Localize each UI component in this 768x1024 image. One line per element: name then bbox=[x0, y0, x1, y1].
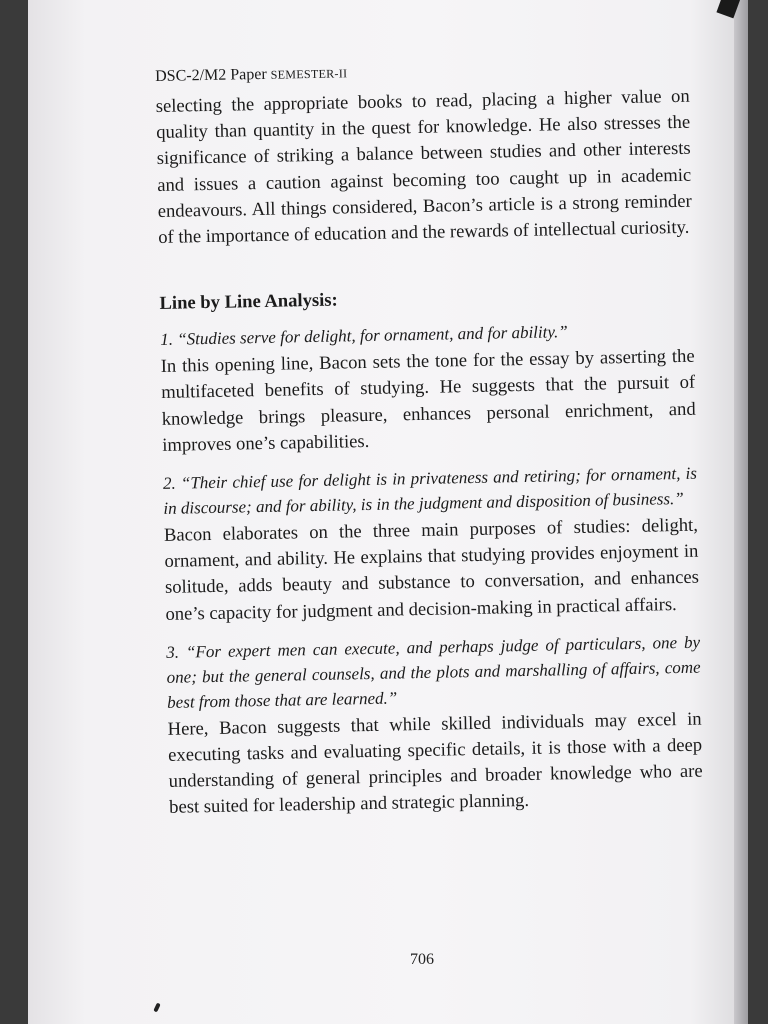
book-page bbox=[28, 0, 748, 1024]
analysis-item-1 bbox=[160, 317, 696, 459]
page-number: 706 bbox=[410, 951, 434, 968]
item-number-3: 3. bbox=[166, 642, 180, 662]
quote-2 bbox=[163, 461, 698, 521]
ink-mark bbox=[153, 1003, 160, 1013]
page-content bbox=[155, 58, 703, 822]
quote-text-1: “Studies serve for delight, for ornament, and for ability.” bbox=[177, 322, 568, 349]
explanation-3: Here, Bacon suggests that while skilled individuals may excel in executing tasks and evaluating specific details, it is those with a deep understanding of general principles and broader knowledge who are best suited for leadership and strategic planning. bbox=[167, 708, 703, 819]
intro-paragraph: selecting the appropriate books to read, placing a higher value on quality than quantity in the quest for knowledge. He also stresses the significance of striking a balance between studies and other interests and issues a caution against becoming too caught up in academic endeavours. All things considered, Bacon’s article is a strong reminder of the importance of education and the rewards of intellectual curiosity. bbox=[155, 85, 692, 248]
semester-label: SEMESTER-II bbox=[270, 66, 348, 82]
course-label: DSC-2/M2 Paper bbox=[155, 65, 267, 85]
quote-text-2: “Their chief use for delight is in privateness and retiring; for ornament, is in discourse; and for ability, is in the judgment and disposition of business.” bbox=[163, 463, 698, 518]
item-number-1: 1. bbox=[160, 329, 174, 350]
quote-text-3: “For expert men can execute, and perhaps judge of particulars, one by one; but the general counsels, and the plots and marshalling of affairs, come best from those that are learned.” bbox=[166, 632, 701, 712]
analysis-item-3 bbox=[166, 629, 703, 821]
explanation-2: Bacon elaborates on the three main purposes of studies: delight, ornament, and ability. He explains that studying provides enjoyment in solitude, adds beauty and substance to conversation, and enhances one’s capacity for judgment and decision-making in practical affairs. bbox=[163, 514, 700, 625]
item-number-2: 2. bbox=[162, 473, 176, 493]
section-heading: Line by Line Analysis: bbox=[159, 289, 338, 315]
quote-3 bbox=[166, 629, 701, 714]
explanation-1: In this opening line, Bacon sets the tone for the essay by asserting the multifaceted benefits of studying. He suggests that the pursuit of knowledge brings pleasure, enhances personal enrichment, and improves one’s capabilities. bbox=[160, 345, 696, 456]
analysis-item-2 bbox=[163, 461, 700, 628]
page-edge-shadow bbox=[734, 0, 748, 1024]
running-header bbox=[155, 58, 689, 86]
